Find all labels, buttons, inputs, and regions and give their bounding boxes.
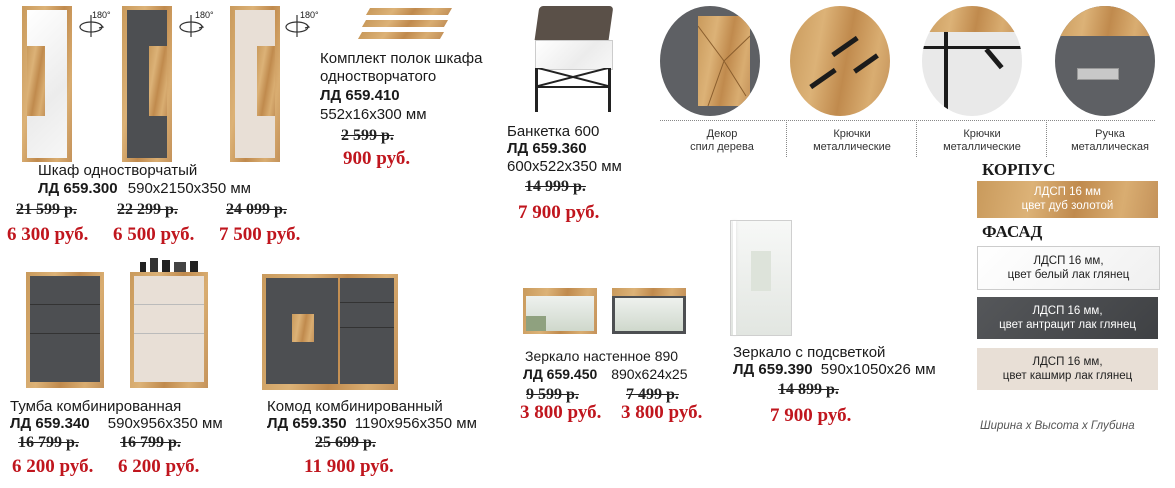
mirror890-code: ЛД 659.450 bbox=[523, 366, 598, 382]
wardrobe-code: ЛД 659.300 bbox=[38, 180, 118, 197]
rotate-label: 180° bbox=[300, 10, 319, 20]
tumba-old-price-1: 16 799 р. bbox=[18, 434, 79, 451]
mirror890-name: Зеркало настенное 890 bbox=[525, 348, 679, 364]
shelves-name-line2: одностворчатого bbox=[320, 68, 437, 85]
wardrobe-kashmir-image bbox=[230, 6, 280, 162]
mirror-light-image bbox=[730, 220, 792, 336]
detail-divider bbox=[786, 122, 787, 157]
komod-name: Комод комбинированный bbox=[267, 398, 443, 415]
shelves-code: ЛД 659.410 bbox=[320, 87, 400, 104]
wardrobe-dims: 590x2150x350 мм bbox=[127, 180, 251, 197]
wardrobe-new-price-1: 6 300 руб. bbox=[7, 224, 89, 245]
wardrobe-anthracite-image bbox=[122, 6, 172, 162]
mirror890-image-1 bbox=[523, 288, 597, 334]
komod-code: ЛД 659.350 bbox=[267, 415, 347, 432]
korpus-title: КОРПУС bbox=[982, 160, 1056, 179]
shelves-name-line1: Комплект полок шкафа bbox=[320, 50, 483, 67]
dimension-note: Ширина х Высота х Глубина bbox=[980, 420, 1135, 432]
mirrorlight-code: ЛД 659.390 bbox=[733, 361, 813, 378]
komod-dims: 1190x956x350 мм bbox=[354, 415, 477, 432]
komod-image bbox=[262, 274, 398, 390]
shelves-old-price: 2 599 р. bbox=[341, 127, 394, 144]
mirror890-new-price-2: 3 800 руб. bbox=[621, 402, 703, 423]
komod-old-price: 25 699 р. bbox=[315, 434, 376, 451]
detail-hooks-rail-image bbox=[922, 6, 1022, 116]
fasad-swatch-white: ЛДСП 16 мм, цвет белый лак глянец bbox=[977, 246, 1160, 290]
mirrorlight-new-price: 7 900 руб. bbox=[770, 405, 852, 426]
korpus-swatch-oak: ЛДСП 16 мм цвет дуб золотой bbox=[977, 181, 1158, 218]
bench-name: Банкетка 600 bbox=[507, 123, 600, 140]
tumba-code-line bbox=[10, 415, 223, 432]
fasad-swatch-kashmir: ЛДСП 16 мм, цвет кашмир лак глянец bbox=[977, 348, 1158, 390]
mirror890-dims: 890x624x25 bbox=[611, 366, 688, 382]
mirrorlight-dims: 590x1050x26 мм bbox=[820, 361, 936, 378]
komod-new-price: 11 900 руб. bbox=[304, 456, 394, 477]
rotate-label: 180° bbox=[92, 10, 111, 20]
detail-divider bbox=[916, 122, 917, 157]
tumba-code: ЛД 659.340 bbox=[10, 415, 90, 432]
tumba-kashmir-image bbox=[130, 272, 208, 388]
mirror890-old-price-1: 9 599 р. bbox=[526, 386, 579, 403]
shelves-dims: 552x16x300 мм bbox=[320, 106, 427, 123]
tumba-anthracite-image bbox=[26, 272, 104, 388]
wardrobe-name: Шкаф одностворчатый bbox=[38, 162, 198, 179]
tumba-old-price-2: 16 799 р. bbox=[120, 434, 181, 451]
fasad-title: ФАСАД bbox=[982, 222, 1043, 241]
shelves-image bbox=[360, 6, 456, 42]
bench-code: ЛД 659.360 bbox=[507, 140, 587, 157]
wardrobe-old-price-2: 22 299 р. bbox=[117, 201, 178, 218]
wardrobe-new-price-3: 7 500 руб. bbox=[219, 224, 301, 245]
tumba-new-price-2: 6 200 руб. bbox=[118, 456, 200, 477]
fasad-swatch-anthracite: ЛДСП 16 мм, цвет антрацит лак глянец bbox=[977, 297, 1158, 339]
mirrorlight-old-price: 14 899 р. bbox=[778, 381, 839, 398]
detail-caption-3: Крючки металлические bbox=[943, 128, 1021, 153]
wardrobe-old-price-3: 24 099 р. bbox=[226, 201, 287, 218]
mirror890-image-2 bbox=[612, 288, 686, 334]
wardrobe-code-line bbox=[38, 180, 251, 197]
mirrorlight-code-line bbox=[733, 361, 936, 378]
mirror890-code-line bbox=[523, 366, 687, 383]
wardrobe-old-price-1: 21 599 р. bbox=[16, 201, 77, 218]
detail-hooks-image bbox=[790, 6, 890, 116]
detail-divider bbox=[660, 120, 1155, 121]
rotate-label: 180° bbox=[195, 10, 214, 20]
shelves-new-price: 900 руб. bbox=[343, 148, 411, 169]
komod-code-line bbox=[267, 415, 477, 432]
detail-caption-2: Крючки металлические bbox=[813, 128, 891, 153]
detail-caption-1: Декор спил дерева bbox=[690, 128, 754, 153]
detail-handle-image bbox=[1055, 6, 1155, 116]
bench-dims: 600x522x350 мм bbox=[507, 158, 622, 175]
wardrobe-new-price-2: 6 500 руб. bbox=[113, 224, 195, 245]
wardrobe-white-image bbox=[22, 6, 72, 162]
mirror890-old-price-2: 7 499 р. bbox=[626, 386, 679, 403]
tumba-name: Тумба комбинированная bbox=[10, 398, 182, 415]
decor-items-image bbox=[140, 256, 200, 272]
bench-image bbox=[525, 6, 621, 112]
tumba-dims: 590x956x350 мм bbox=[107, 415, 223, 432]
mirrorlight-name: Зеркало с подсветкой bbox=[733, 344, 886, 361]
bench-new-price: 7 900 руб. bbox=[518, 202, 600, 223]
detail-wood-cut-image bbox=[660, 6, 760, 116]
tumba-new-price-1: 6 200 руб. bbox=[12, 456, 94, 477]
mirror890-new-price-1: 3 800 руб. bbox=[520, 402, 602, 423]
detail-divider bbox=[1046, 122, 1047, 157]
bench-old-price: 14 999 р. bbox=[525, 178, 586, 195]
detail-caption-4: Ручка металлическая bbox=[1071, 128, 1149, 153]
